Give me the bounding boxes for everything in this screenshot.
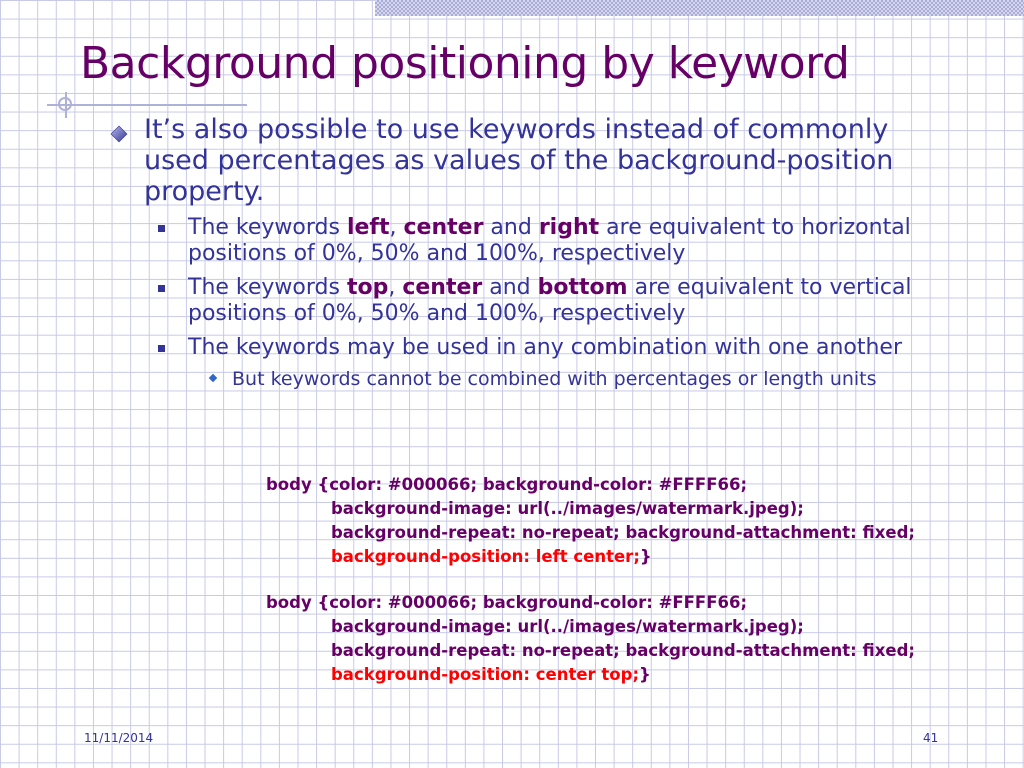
- sub-bullet-text: [188, 215, 911, 266]
- square-bullet-icon: [158, 345, 165, 352]
- diamond-bullet-icon: [110, 119, 128, 150]
- keyword-bottom: bottom: [537, 275, 628, 300]
- code-line: [266, 663, 915, 687]
- square-bullet-icon: [158, 285, 165, 292]
- text-segment: ,: [389, 215, 404, 240]
- code-closing-brace: }: [639, 547, 652, 566]
- keyword-top: top: [346, 275, 389, 300]
- keyword-left: left: [346, 215, 390, 240]
- code-line: background-repeat: no-repeat; background-attachment: fixed;: [331, 523, 915, 542]
- text-segment: and: [483, 215, 539, 240]
- code-line: body {color: #000066; background-color: #FFFF66;: [266, 475, 748, 494]
- main-bullet-text: It’s also possible to use keywords instead of commonly used percentages as values of the background-position property.: [144, 114, 894, 207]
- keyword-center: center: [402, 275, 483, 300]
- text-segment: and: [482, 275, 538, 300]
- square-bullet-icon: [158, 225, 165, 232]
- crosshair-circle-icon: [58, 97, 72, 111]
- slide-body: [108, 114, 938, 391]
- subsub-bullet-text: But keywords cannot be combined with percentages or length units: [232, 368, 877, 390]
- title-underline-decoration: [47, 104, 247, 106]
- keyword-center: center: [403, 215, 484, 240]
- footer-date: 11/11/2014: [84, 731, 154, 745]
- text-segment: ,: [388, 275, 403, 300]
- code-example-2: [266, 591, 915, 687]
- slide-title: Background positioning by keyword: [80, 38, 850, 89]
- code-example-1: [266, 473, 915, 569]
- small-diamond-bullet-icon: [209, 374, 217, 382]
- text-segment: are equivalent to horizontal positions of 0%, 50% and 100%, respectively: [188, 215, 911, 266]
- text-segment: The keywords: [188, 215, 347, 240]
- sub-bullet-combination: [108, 335, 938, 361]
- code-line: background-image: url(../images/watermark.jpeg);: [331, 617, 804, 636]
- highlighted-code: background-position: center top;: [331, 665, 640, 684]
- sub-bullet-vertical: [108, 275, 938, 327]
- sub-bullet-text: [188, 275, 912, 326]
- text-segment: are equivalent to vertical positions of 0%, 50% and 100%, respectively: [188, 275, 912, 326]
- code-line: background-repeat: no-repeat; background-attachment: fixed;: [331, 641, 915, 660]
- highlighted-code: background-position: left center;: [331, 547, 640, 566]
- header-pattern-band: [375, 0, 1024, 16]
- text-segment: The keywords: [188, 275, 347, 300]
- main-bullet-item: [108, 114, 938, 207]
- sub-bullet-horizontal: [108, 215, 938, 267]
- code-line: background-image: url(../images/watermark.jpeg);: [331, 499, 804, 518]
- code-line: body {color: #000066; background-color: #FFFF66;: [266, 593, 748, 612]
- code-closing-brace: }: [639, 665, 651, 684]
- keyword-right: right: [538, 215, 600, 240]
- page-number: 41: [923, 731, 939, 745]
- sub-bullet-text: The keywords may be used in any combination with one another: [188, 335, 903, 360]
- subsub-bullet-restriction: [108, 367, 938, 391]
- code-line: [266, 545, 915, 569]
